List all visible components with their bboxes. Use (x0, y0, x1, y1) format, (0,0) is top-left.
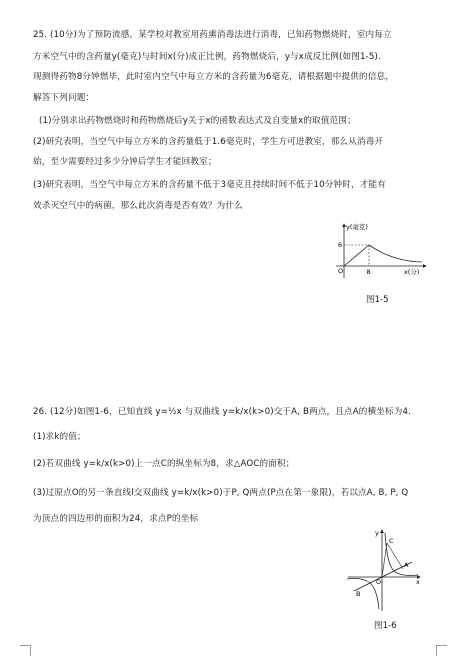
fig5-y-label: y(毫克) (346, 223, 368, 231)
q25-line-2: 方米空气中的含药量y(毫克)与时间x(分)成正比例，药物燃烧后，y与x成反比例(如图1-5). (33, 52, 381, 62)
fig6-y-label: y (375, 529, 379, 537)
fig6-line-oc (382, 543, 387, 577)
fig6-origin: O (376, 578, 382, 586)
fig6-hyperbola-q3 (347, 578, 382, 610)
q26-line-3: (2)若双曲线 y=k/x(k>0)上一点C的纵坐标为8，求△AOC的面积； (33, 459, 295, 469)
fig5-y-tick: 6 (338, 241, 343, 249)
q26-line-1: 26. (12分)如图1-6，已知直线 y=½x 与双曲线 y=k/x(k>0)交于A, B两点，且点A的横坐标为4. (33, 407, 411, 417)
fig6-caption: 图1-6 (374, 621, 397, 631)
q25-line-4: 解答下列问题： (33, 93, 95, 103)
corner-mark-bottom-right (436, 645, 447, 656)
q25-line-6: (2)研究表明，当空气中每立方米的含药量低于1.6毫克时，学生方可进教室，那么从消毒开 (33, 137, 384, 147)
fig5-x-tick: 8 (366, 268, 371, 276)
q26-line-4: (3)过原点O的另一条直线l交双曲线 y=k/x(k>0)于P, Q两点(P点在第一象限)，若以点A, B, P, Q (33, 488, 409, 498)
q25-line-5: (1)分别求出药物燃烧时和药物燃烧后y关于x的函数表达式及自变量x的取值范围； (39, 116, 356, 126)
figure-1-6 (344, 527, 424, 613)
q25-line-1: 25. (10分)为了预防流感，某学校对教室用药熏消毒法进行消毒，已知药物燃烧时，室内每立 (33, 30, 392, 40)
q25-line-8: (3)研究表明，当空气中每立方米的含药量不低于3毫克且持续时间不低于10分钟时，才能有 (33, 180, 386, 190)
q26-line-5: 为顶点的四边形的面积为24，求点P的坐标 (33, 514, 199, 524)
fig5-rise-segment (344, 245, 369, 266)
fig5-x-label: x(分) (404, 268, 420, 276)
figure-1-5 (330, 222, 430, 282)
fig6-line-ac (387, 543, 403, 569)
corner-mark-bottom-left (20, 645, 31, 656)
q25-line-9: 效杀灭空气中的病菌，那么此次消毒是否有效？为什么 (33, 201, 243, 211)
fig6-point-a: A (404, 561, 409, 569)
fig6-x-label: x (416, 578, 420, 586)
q26-line-2: (1)求k的值； (33, 432, 86, 442)
fig5-caption: 图1-5 (366, 295, 389, 305)
fig6-point-b: B (356, 590, 361, 598)
fig6-point-c: C (389, 537, 394, 545)
q25-line-3: 现测得药物8分钟燃毕，此时室内空气中每立方米的含药量为6毫克，请根据题中提供的信息， (33, 72, 394, 82)
fig5-decay-curve (369, 245, 422, 262)
q25-line-7: 始，至少需要经过多少分钟后学生才能回教室； (33, 157, 217, 167)
fig5-origin: O (338, 267, 344, 275)
